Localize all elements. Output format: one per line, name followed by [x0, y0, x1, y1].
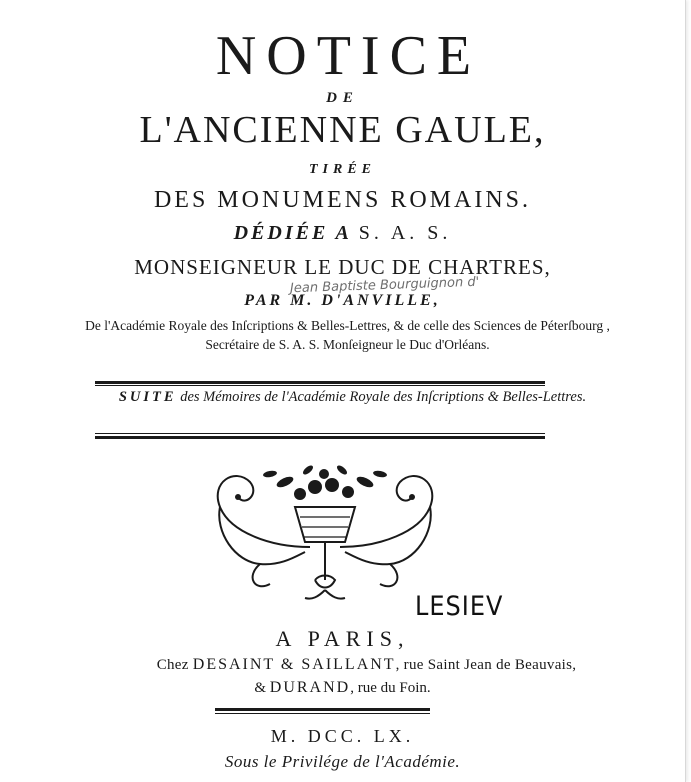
series-prefix: SUITE [118, 389, 177, 405]
author-affiliation: De l'Académie Royale des Inſcriptions & Belles-Lettres, & de celle des Sciences de Péterſbourg , Secrétaire de S. A. S. Monſeigneur le Duc d'Orléans. [85, 318, 610, 352]
dedication-prefix: DÉDIÉE A [233, 222, 359, 244]
title-notice: NOTICE [215, 25, 482, 87]
title-de: DE [326, 90, 359, 106]
publisher2-prefix: & [254, 680, 270, 696]
top-rule-thick [95, 381, 545, 384]
author-line: PAR M. D'ANVILLE, [244, 292, 441, 309]
imprint-rule-thick [215, 708, 430, 711]
dedication-sas: S. A. S. [358, 222, 452, 244]
title-gaule: L'ANCIENNE GAULE, [139, 109, 546, 151]
dedication-line [0, 222, 685, 245]
publisher-chez: Chez [156, 657, 193, 673]
imprint-rule-thin [215, 713, 430, 714]
handwritten-signature: Jean Baptiste Bourguignon d' [289, 274, 480, 297]
library-stamp: LESIEV [415, 590, 504, 622]
publisher2-name: DURAND [269, 679, 351, 696]
series-text: des Mémoires de l'Académie Royale des Inſcriptions & Belles-Lettres. [176, 389, 587, 405]
subtitle-monumens: DES MONUMENS ROMAINS. [153, 187, 532, 213]
publication-year: M. DCC. LX. [270, 726, 415, 746]
series-note [0, 387, 685, 407]
imprint-city: A PARIS, [275, 626, 410, 651]
publisher-line-1 [0, 656, 691, 674]
top-rule-thin [95, 385, 545, 386]
bottom-rule-thin [95, 433, 545, 434]
flower-basket-vignette-icon [200, 452, 450, 602]
bottom-rule-thick [95, 436, 545, 439]
publisher-line-2 [0, 679, 685, 697]
publisher-names: DESAINT & SAILLANT [192, 656, 396, 673]
dedicatee: MONSEIGNEUR LE DUC DE CHARTRES, [134, 255, 551, 279]
publisher2-address: , rue du Foin. [350, 680, 431, 696]
publisher-address: , rue Saint Jean de Beauvais, [395, 657, 577, 673]
subtitle-tiree: TIRÉE [308, 162, 376, 177]
privilege-line: Sous le Privilége de l'Académie. [224, 752, 461, 771]
